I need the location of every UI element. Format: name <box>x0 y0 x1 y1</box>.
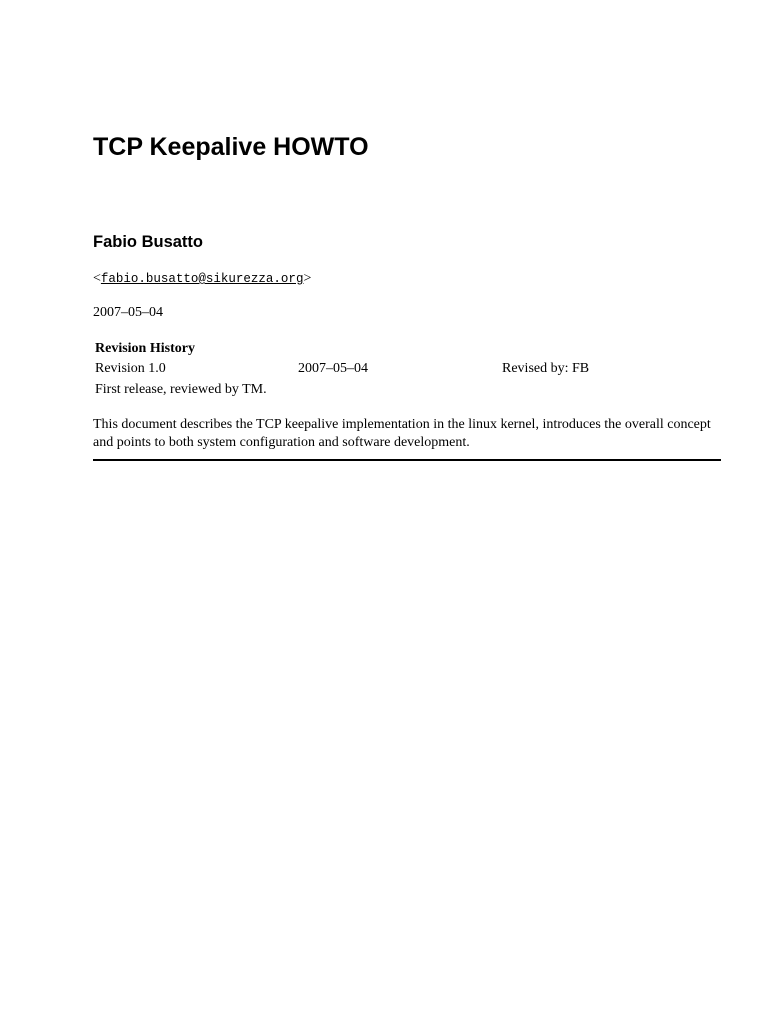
revision-author: Revised by: FB <box>502 361 590 376</box>
email-link[interactable]: fabio.busatto@sikurezza.org <box>100 272 304 286</box>
revision-remark: First release, reviewed by TM. <box>95 382 267 397</box>
email-close-bracket: > <box>303 271 312 286</box>
revision-number: Revision 1.0 <box>95 361 166 376</box>
horizontal-rule <box>93 459 721 461</box>
document-title: TCP Keepalive HOWTO <box>93 133 369 161</box>
author-name: Fabio Busatto <box>93 233 203 251</box>
abstract: This document describes the TCP keepalive implementation in the linux kernel, introduces the overall concept and points to both system configuration and software development. <box>93 417 711 450</box>
revision-date: 2007–05–04 <box>298 361 368 376</box>
author-email <box>93 269 311 289</box>
revision-history-heading: Revision History <box>95 341 195 356</box>
email-open-bracket: < <box>93 271 101 286</box>
publication-date: 2007–05–04 <box>93 305 163 320</box>
